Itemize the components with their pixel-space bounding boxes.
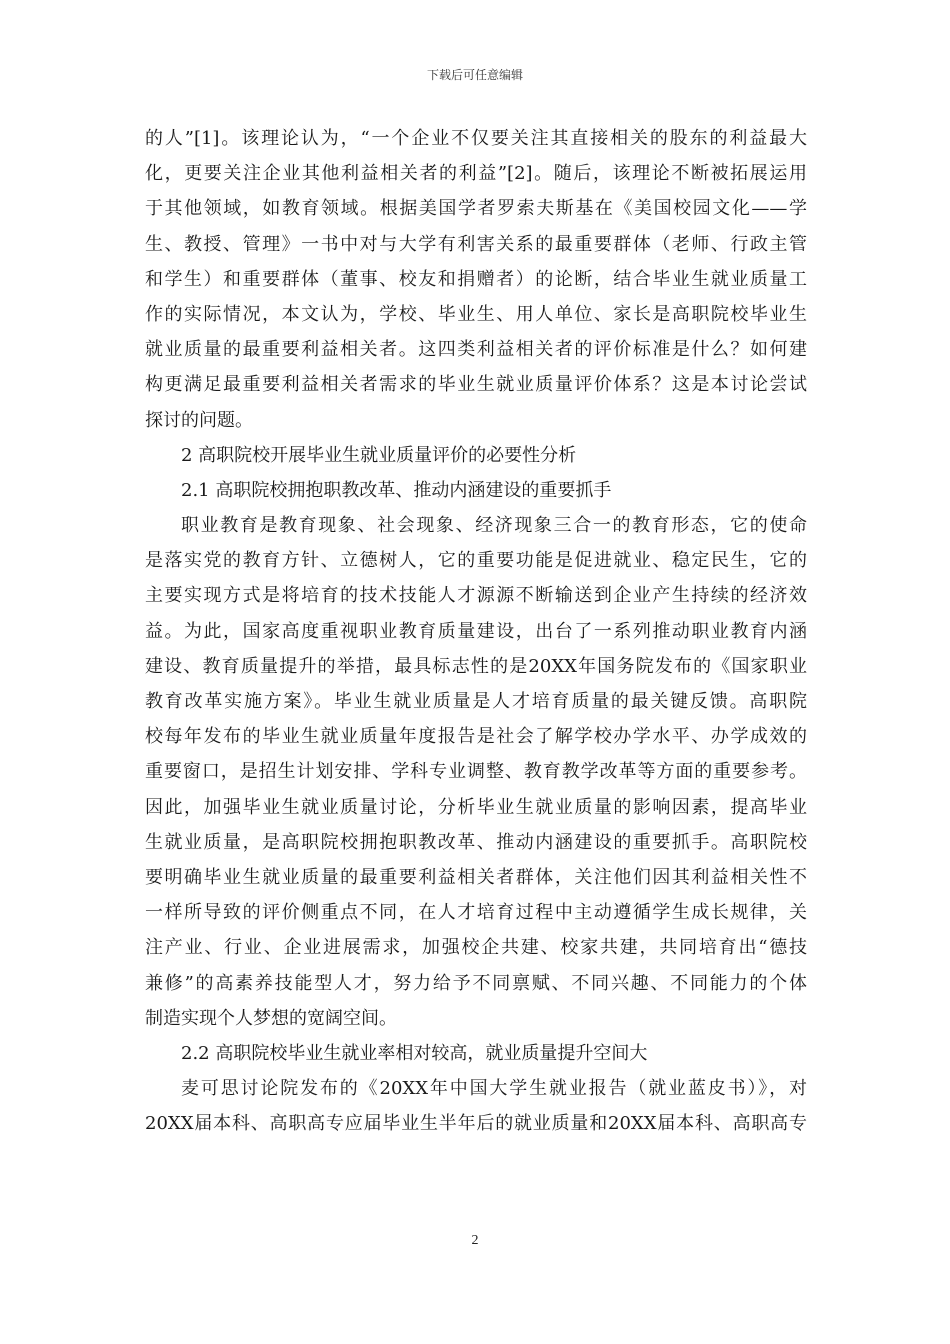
text-line: 就业质量的最重要利益相关者。这四类利益相关者的评价标准是什么？如何建 [145,339,807,361]
text-line: 作的实际情况，本文认为，学校、毕业生、用人单位、家长是高职院校毕业生 [145,303,807,325]
text-line: 益。为此，国家高度重视职业教育质量建设，出台了一系列推动职业教育内涵 [145,620,807,642]
text-line: 2.1 高职院校拥抱职教改革、推动内涵建设的重要抓手 [181,479,612,501]
text-line: 2.2 高职院校毕业生就业率相对较高，就业质量提升空间大 [181,1042,648,1064]
text-line: 教育改革实施方案》。毕业生就业质量是人才培育质量的最关键反馈。高职院 [145,691,807,712]
text-line: 于其他领域，如教育领域。根据美国学者罗索夫斯基在《美国校园文化——学 [145,198,807,220]
text-line: 构更满足最重要利益相关者需求的毕业生就业质量评价体系？这是本讨论尝试 [145,374,807,396]
text-line: 职业教育是教育现象、社会现象、经济现象三合一的教育形态，它的使命 [181,515,807,537]
text-line: 探讨的问题。 [145,409,253,431]
text-line: 重要窗口，是招生计划安排、学科专业调整、教育教学改革等方面的重要参考。 [145,761,807,783]
text-line: 化，更要关注企业其他利益相关者的利益”[2]。随后，该理论不断被拓展运用 [145,163,807,185]
text-line: 20XX届本科、高职高专应届毕业生半年后的就业质量和20XX届本科、高职高专 [145,1113,807,1135]
document-body [145,121,807,1141]
text-line: 注产业、行业、企业进展需求，加强校企共建、校家共建，共同培育出“德技 [145,937,807,959]
page-number: 2 [471,1233,479,1248]
text-line: 主要实现方式是将培育的技术技能人才源源不断输送到企业产生持续的经济效 [145,585,807,607]
text-line: 因此，加强毕业生就业质量讨论，分析毕业生就业质量的影响因素，提高毕业 [145,796,807,818]
text-line: 校每年发布的毕业生就业质量年度报告是社会了解学校办学水平、办学成效的 [145,726,807,748]
text-line: 和学生）和重要群体（董事、校友和捐赠者）的论断，结合毕业生就业质量工 [145,268,807,290]
text-line: 兼修”的高素养技能型人才，努力给予不同禀赋、不同兴趣、不同能力的个体 [145,972,807,994]
text-line: 的人”[1]。该理论认为，“一个企业不仅要关注其直接相关的股东的利益最大 [145,128,807,149]
text-line: 生就业质量，是高职院校拥抱职教改革、推动内涵建设的重要抓手。高职院校 [145,831,807,853]
text-line: 建设、教育质量提升的举措，最具标志性的是20XX年国务院发布的《国家职业 [145,655,807,677]
text-line: 2 高职院校开展毕业生就业质量评价的必要性分析 [181,444,577,466]
text-line: 一样所导致的评价侧重点不同，在人才培育过程中主动遵循学生成长规律，关 [145,902,807,924]
text-line: 生、教授、管理》一书中对与大学有利害关系的最重要群体（老师、行政主管 [145,233,807,255]
text-line: 要明确毕业生就业质量的最重要利益相关者群体，关注他们因其利益相关性不 [145,866,807,888]
text-line: 是落实党的教育方针、立德树人，它的重要功能是促进就业、稳定民生，它的 [145,550,807,572]
text-line: 麦可思讨论院发布的《20XX年中国大学生就业报告（就业蓝皮书）》，对 [181,1078,807,1100]
text-line: 制造实现个人梦想的宽阔空间。 [145,1007,397,1029]
page-header: 下载后可任意编辑 [426,68,523,82]
